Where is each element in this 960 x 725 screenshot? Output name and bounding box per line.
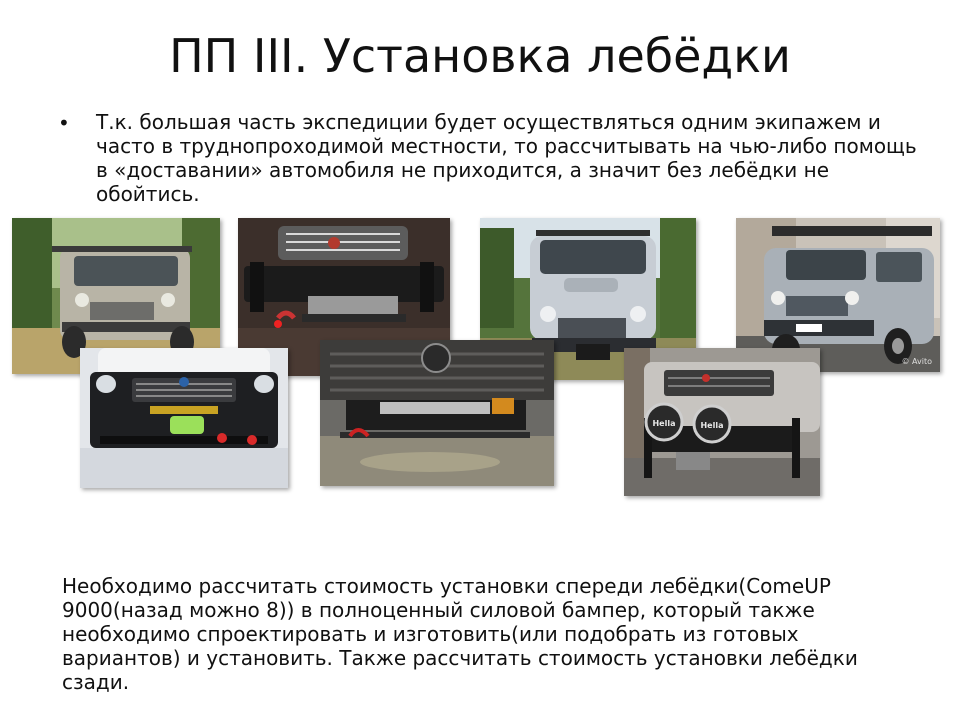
photo-hella-lights-bumper	[624, 348, 820, 496]
bullet-text: Т.к. большая часть экспедиции будет осуществляться одним экипажем и часто в труднопроходимой местности, то рассчитывать на чью-либо помощь в «доставании» автомобиля не приходится, а значит без лебёдки не обойтись.	[96, 110, 917, 206]
photo-watermark: © Avito	[901, 357, 932, 366]
bullet-marker: •	[58, 111, 70, 135]
slide-title: ПП III. Установка лебёдки	[169, 29, 791, 83]
light-label-left: Hella	[652, 419, 676, 428]
photo-winch-bumper-snow	[80, 348, 288, 488]
light-label-right: Hella	[700, 421, 724, 430]
photo-winch-install-grille	[320, 340, 554, 486]
bottom-paragraph: Необходимо рассчитать стоимость установки спереди лебёдки(ComeUP 9000(назад можно 8)) в полноценный силовой бампер, который также необходимо спроектировать и изготовить(или подобрать из готовых вариантов) и установить. Также рассчитать стоимость установки лебёдки сзади.	[62, 574, 858, 694]
